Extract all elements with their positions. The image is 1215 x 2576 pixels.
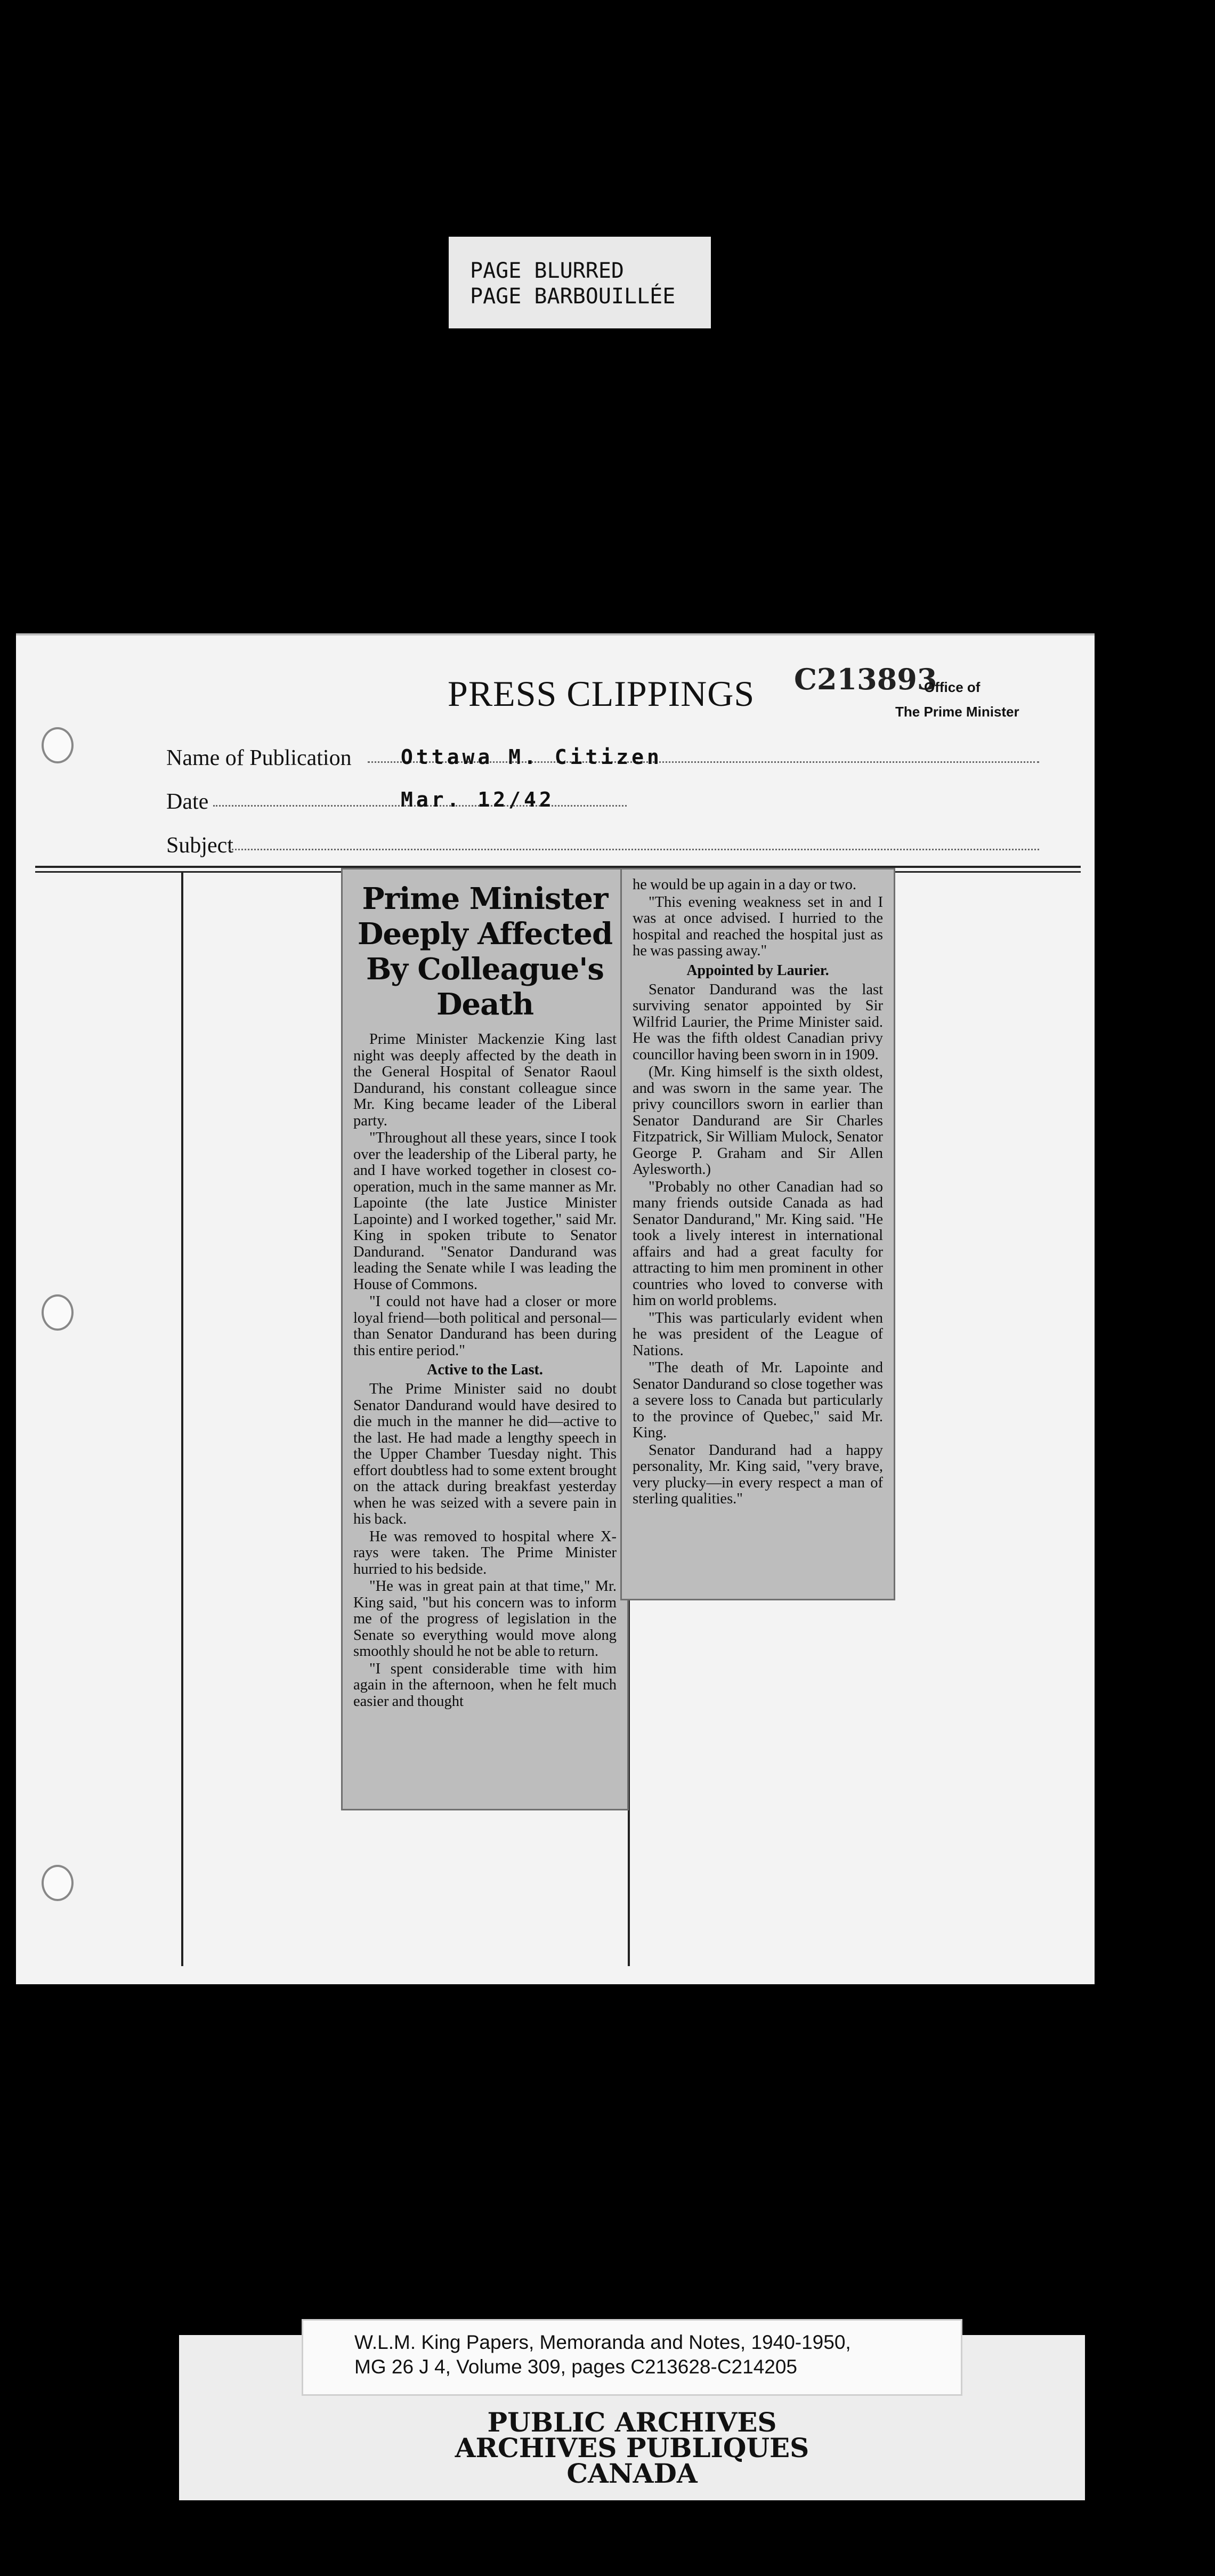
page-blurred-notice	[449, 237, 711, 328]
publication-value: Ottawa M. Citizen	[401, 745, 662, 769]
punch-hole	[42, 1865, 74, 1901]
office-of-label: Office of	[924, 679, 981, 695]
prime-minister-label: The Prime Minister	[895, 704, 1019, 720]
article-subhead: Appointed by Laurier.	[686, 962, 829, 979]
article-subhead: Active to the Last.	[427, 1362, 543, 1378]
punch-hole	[42, 1294, 74, 1331]
subject-line	[229, 849, 1039, 850]
subject-label: Subject	[166, 833, 233, 858]
article-paragraph: "This evening weakness set in and I was at once advised. I hurried to the hospital and reached the hospital just as he was passing away."	[633, 893, 883, 959]
archives-name-line-1: PUBLIC ARCHIVES	[487, 2406, 777, 2438]
article-paragraph: Prime Minister Mackenzie King last night was deeply affected by the death in the General Hospital of Senator Raoul Dandurand, his constant colleague since Mr. King became leader of the Liberal party.	[353, 1031, 617, 1129]
source-line-1: W.L.M. King Papers, Memoranda and Notes, 1940-1950,	[354, 2331, 851, 2353]
article-paragraph: "This was particularly evident when he was president of the League of Nations.	[633, 1309, 883, 1359]
article-paragraph: "Throughout all these years, since I took over the leadership of the Liberal party, he and I have worked together in closest co-operation, much in the same manner as Mr. Lapointe (the late Justice Minister Lapointe) and I worked together," said Mr. King in spoken tribute to Senator Dandurand. "Senator Dandurand was leading the Senate while I was leading the House of Commons.	[353, 1130, 617, 1293]
form-title: PRESS CLIPPINGS	[448, 673, 755, 714]
article-paragraph: The Prime Minister said no doubt Senator Dandurand would have desired to die much in the manner he did—active to the last. He had made a lengthy speech in the Upper Chamber Tuesday night. This effort doubtless had to some extent brought on the attack during breakfast yesterday when he was seized with a severe pain in his back.	[353, 1381, 617, 1527]
punch-hole	[42, 727, 74, 763]
archives-name-line-2: ARCHIVES PUBLIQUES	[455, 2432, 809, 2464]
article-paragraph: Senator Dandurand had a happy personality, Mr. King said, "very brave, very plucky—in every respect a man of sterling qualities."	[633, 1442, 883, 1507]
archives-name	[179, 2406, 1085, 2489]
date-value: Mar. 12/42	[401, 788, 555, 811]
article-paragraph: He was removed to hospital where X-rays were taken. The Prime Minister hurried to his bedside.	[353, 1528, 617, 1577]
date-label: Date	[166, 790, 209, 814]
archives-source-card	[302, 2319, 962, 2396]
blur-notice-line-1: PAGE BLURRED	[470, 259, 624, 283]
clipping-headline: Prime Minister Deeply Affected By Colleague's Death	[357, 881, 613, 1022]
column-divider-left	[181, 872, 183, 1966]
archives-name-line-3: CANADA	[566, 2458, 698, 2489]
blur-notice-line-2: PAGE BARBOUILLÉE	[470, 284, 676, 309]
publication-label: Name of Publication	[166, 746, 352, 770]
article-paragraph: "He was in great pain at that time," Mr. King said, "but his concern was to inform me of the progress of legislation in the Senate so everything would move along smoothly should he not be able to return.	[353, 1578, 617, 1660]
article-paragraph: (Mr. King himself is the sixth oldest, and was sworn in the same year. The privy councillors sworn in earlier than Senator Dandurand are Sir Charles Fitzpatrick, Sir William Mulock, Senator George P. Graham and Sir Allen Aylesworth.)	[633, 1064, 883, 1178]
source-line-2: MG 26 J 4, Volume 309, pages C213628-C214205	[354, 2356, 798, 2378]
document-number: C213893	[794, 662, 937, 696]
article-paragraph: Senator Dandurand was the last surviving senator appointed by Sir Wilfrid Laurier, the Prime Minister said. He was the fifth oldest Canadian privy councillor having been sworn in in 1909.	[633, 981, 883, 1063]
article-paragraph: "Probably no other Canadian had so many friends outside Canada as had Senator Dandurand," Mr. King said. "He took a lively interest in international affairs and had a great faculty for attracting to him men prominent in other countries who loved to converse with him on world problems.	[633, 1178, 883, 1309]
article-paragraph: "I spent considerable time with him again in the afternoon, when he felt much easier and thought	[353, 1660, 617, 1710]
article-paragraph: "I could not have had a closer or more loyal friend—both political and personal—than Senator Dandurand has been during this entire period."	[353, 1293, 617, 1359]
article-paragraph: he would be up again in a day or two.	[633, 876, 856, 893]
article-paragraph: "The death of Mr. Lapointe and Senator Dandurand so close together was a severe loss to Canada but particularly to the province of Quebec," said Mr. King.	[633, 1359, 883, 1441]
clipping-column-left	[341, 868, 629, 1810]
clipping-column-right	[620, 868, 895, 1600]
